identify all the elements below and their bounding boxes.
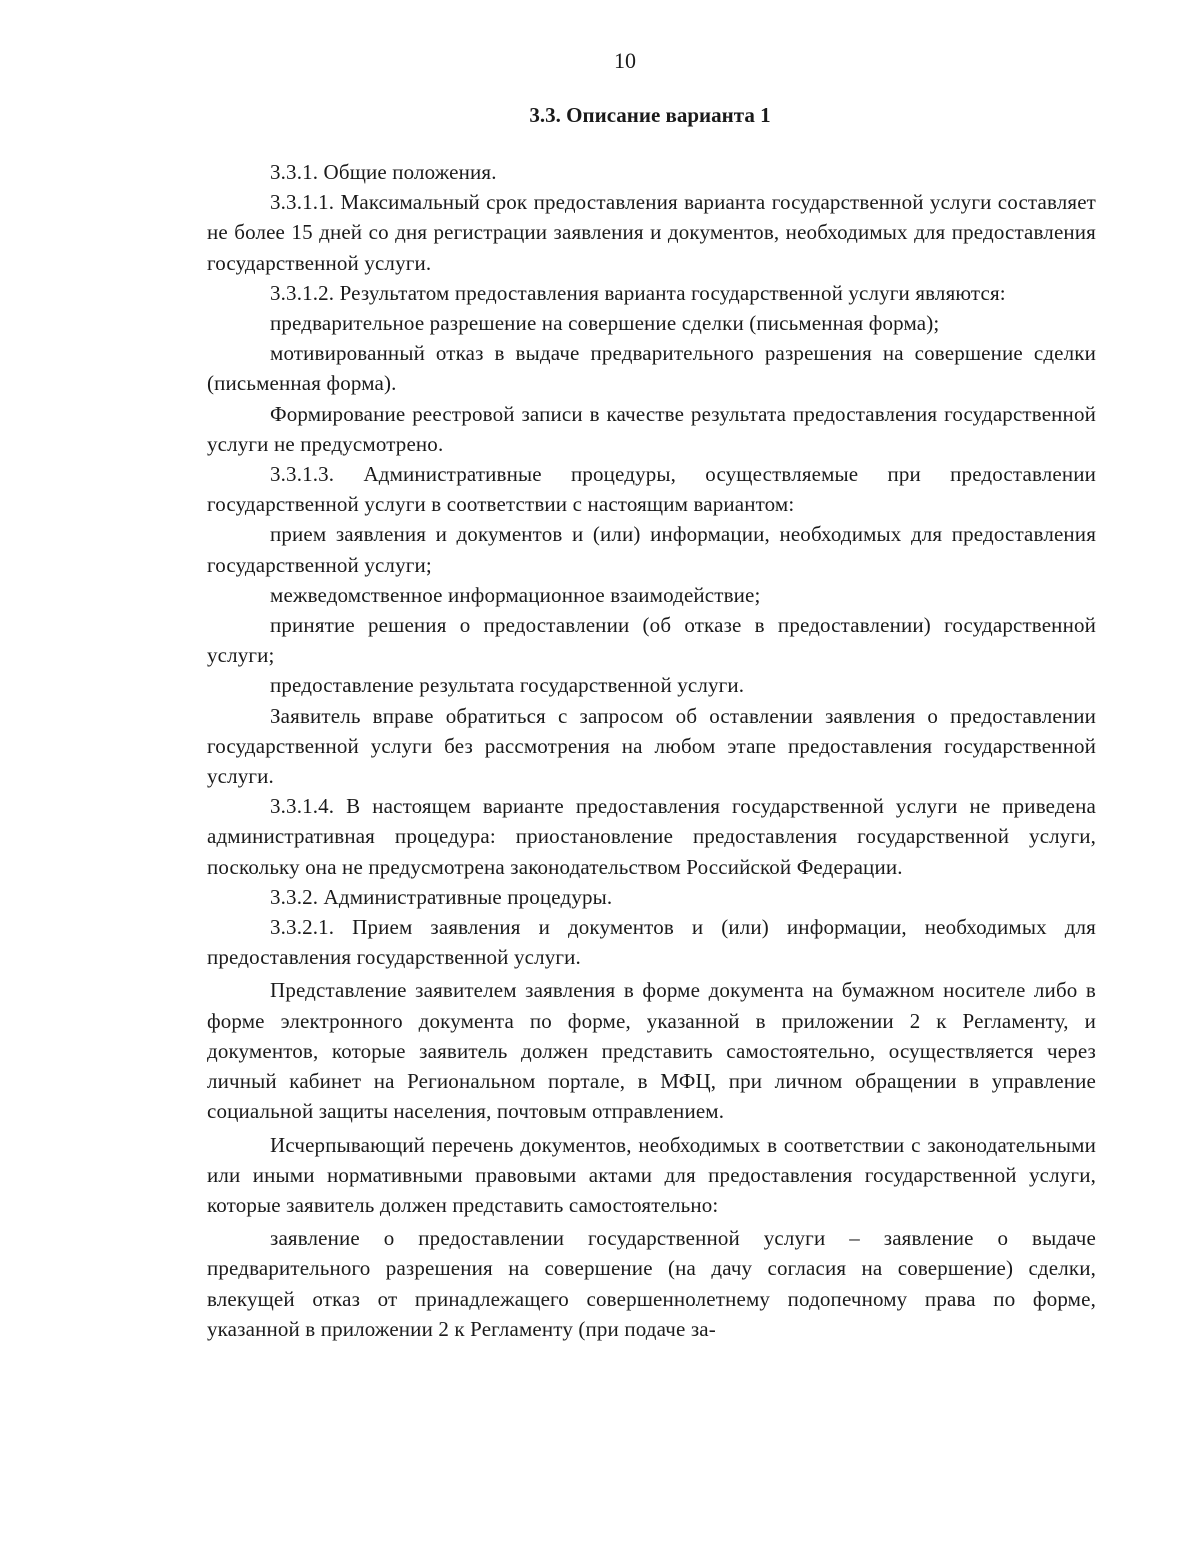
paragraph-registry-record: Формирование реестровой записи в качестве результата предоставления государственной услуги не предусмотрено.: [207, 401, 1096, 456]
paragraph-receive-documents: 3.3.2.1. Прием заявления и документов и (или) информации, необходимых для предоставления государственной услуги.: [207, 915, 1096, 970]
paragraph-submission-methods: Представление заявителем заявления в форме документа на бумажном носителе либо в форме электронного документа по форме, указанной в приложении 2 к Регламенту, и документов, которые заявитель должен представить самостоятельно, осуществляется через личный кабинет на Региональном портале, в МФЦ, при личном обращении в управление социальной защиты населения, почтовым отправлением.: [207, 978, 1096, 1124]
list-item-interagency: межведомственное информационное взаимодействие;: [270, 582, 761, 607]
paragraph-general-provisions: 3.3.1. Общие положения.: [270, 160, 497, 184]
paragraph-no-suspension: 3.3.1.4. В настоящем варианте предоставления государственной услуги не приведена административная процедура: приостановление предоставления государственной услуги, поскольку она не предусмотрена законодательством Российской Федерации.: [207, 794, 1096, 879]
list-item-decision: принятие решения о предоставлении (об отказе в предоставлении) государственной услуги;: [207, 613, 1096, 668]
list-item-provide-result: предоставление результата государственной услуги.: [270, 673, 745, 698]
paragraph-max-term: 3.3.1.1. Максимальный срок предоставления варианта государственной услуги составляет не более 15 дней со дня регистрации заявления и документов, необходимых для предоставления государственной услуги.: [207, 190, 1096, 275]
paragraph-withdraw-request: Заявитель вправе обратиться с запросом об оставлении заявления о предоставлении государственной услуги без рассмотрения на любом этапе предоставления государственной услуги.: [207, 703, 1096, 789]
list-item-receive-application: прием заявления и документов и (или) информации, необходимых для предоставления государственной услуги;: [207, 522, 1096, 577]
page-number: 10: [614, 48, 636, 73]
body-text: [207, 157, 1096, 1344]
list-item-preliminary-permission: предварительное разрешение на совершение сделки (письменная форма);: [270, 311, 940, 336]
section-heading: 3.3. Описание варианта 1: [529, 103, 771, 127]
paragraph-results: 3.3.1.2. Результатом предоставления варианта государственной услуги являются:: [270, 280, 1006, 305]
paragraph-admin-procedures-heading: 3.3.2. Административные процедуры.: [270, 884, 613, 909]
list-item-motivated-refusal: мотивированный отказ в выдаче предварительного разрешения на совершение сделки (письменная форма).: [207, 341, 1096, 396]
paragraph-admin-procedures: 3.3.1.3. Административные процедуры, осуществляемые при предоставлении государственной услуги в соответствии с настоящим вариантом:: [207, 462, 1096, 517]
paragraph-required-documents: Исчерпывающий перечень документов, необходимых в соответствии с законодательными или иными нормативными правовыми актами для предоставления государственной услуги, которые заявитель должен представить самостоятельно:: [207, 1132, 1096, 1217]
list-item-application: заявление о предоставлении государственной услуги – заявление о выдаче предварительного разрешения на совершение (на дачу согласия на совершение) сделки, влекущей отказ от принадлежащего совершеннолетнему подопечному права по форме, указанной в приложении 2 к Регламенту (при подаче за-: [207, 1226, 1096, 1341]
